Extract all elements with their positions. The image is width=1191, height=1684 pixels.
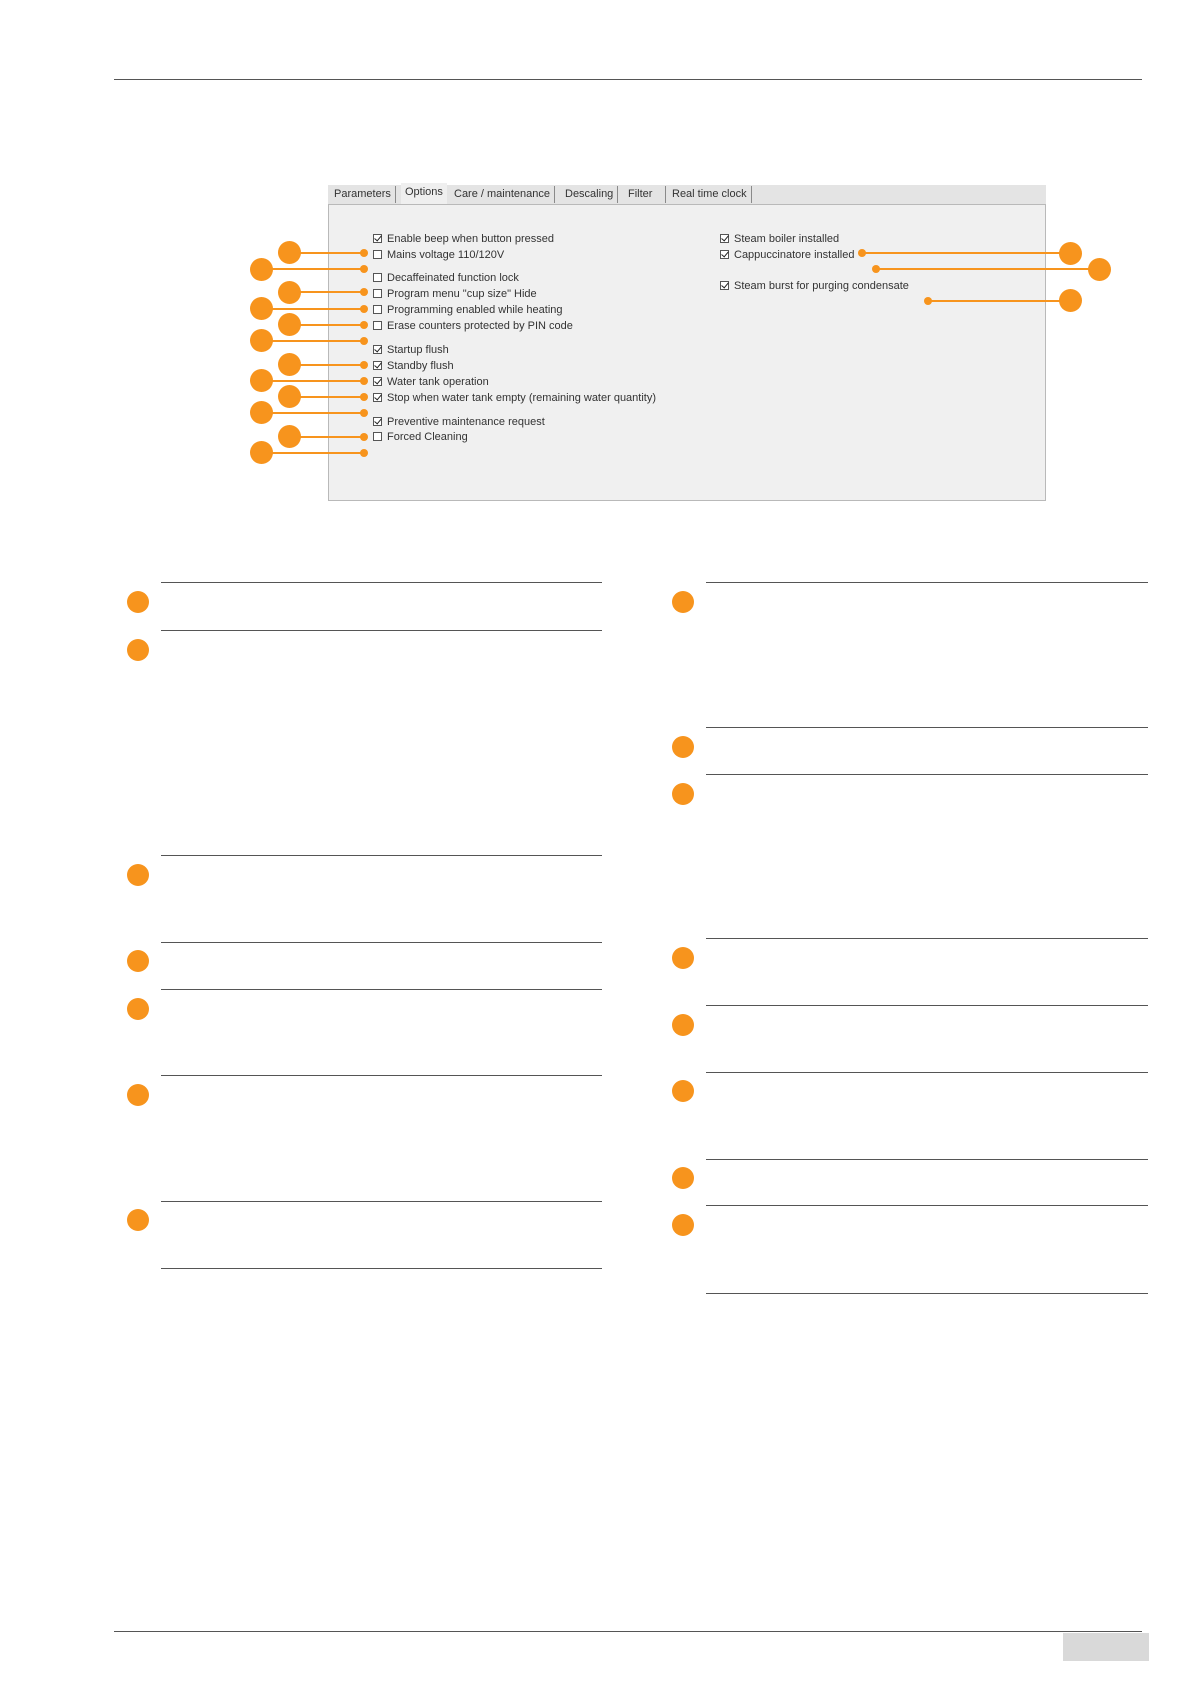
checkbox[interactable] bbox=[373, 417, 382, 426]
legend-rule bbox=[706, 774, 1148, 775]
legend-marker bbox=[127, 950, 149, 972]
tab-options[interactable]: Options bbox=[401, 183, 447, 204]
tab-bar bbox=[328, 185, 1046, 204]
checkbox[interactable] bbox=[720, 234, 729, 243]
legend-rule bbox=[161, 989, 602, 990]
legend-rule bbox=[161, 1268, 602, 1269]
checkbox[interactable] bbox=[373, 432, 382, 441]
callout-anchor bbox=[360, 433, 368, 441]
callout-line bbox=[290, 324, 364, 326]
callout-marker bbox=[1059, 242, 1082, 265]
checkbox[interactable] bbox=[373, 321, 382, 330]
checkbox[interactable] bbox=[720, 250, 729, 259]
legend-rule bbox=[706, 1205, 1148, 1206]
option-label: Preventive maintenance request bbox=[387, 416, 545, 428]
checkbox[interactable] bbox=[373, 234, 382, 243]
option-cup-size-hide[interactable] bbox=[373, 287, 537, 301]
callout-line bbox=[290, 252, 364, 254]
callout-anchor bbox=[360, 393, 368, 401]
option-forced-cleaning[interactable] bbox=[373, 430, 468, 444]
option-label: Standby flush bbox=[387, 360, 454, 372]
legend-marker bbox=[672, 1080, 694, 1102]
legend-rule bbox=[161, 1075, 602, 1076]
option-label: Mains voltage 110/120V bbox=[387, 249, 505, 261]
checkbox[interactable] bbox=[720, 281, 729, 290]
callout-anchor bbox=[360, 249, 368, 257]
option-decaf-lock[interactable] bbox=[373, 271, 519, 285]
legend-marker bbox=[672, 1214, 694, 1236]
callout-anchor bbox=[360, 377, 368, 385]
tab-real-time-clock[interactable]: Real time clock bbox=[668, 186, 752, 203]
option-label: Steam burst for purging condensate bbox=[734, 280, 909, 292]
legend-marker bbox=[672, 783, 694, 805]
checkbox[interactable] bbox=[373, 305, 382, 314]
legend-marker bbox=[672, 947, 694, 969]
tab-parameters[interactable]: Parameters bbox=[330, 186, 396, 203]
legend-marker bbox=[127, 864, 149, 886]
option-label: Stop when water tank empty (remaining water quantity) bbox=[387, 392, 657, 404]
callout-line bbox=[290, 364, 364, 366]
checkbox[interactable] bbox=[373, 361, 382, 370]
legend-rule bbox=[161, 855, 602, 856]
legend-marker bbox=[672, 591, 694, 613]
checkbox[interactable] bbox=[373, 250, 382, 259]
legend-marker bbox=[127, 998, 149, 1020]
callout-anchor bbox=[360, 288, 368, 296]
callout-line bbox=[290, 396, 364, 398]
legend-marker bbox=[672, 736, 694, 758]
option-label: Cappuccinatore installed bbox=[734, 249, 855, 261]
option-label: Steam boiler installed bbox=[734, 233, 840, 245]
legend-marker bbox=[672, 1014, 694, 1036]
legend-rule bbox=[161, 1201, 602, 1202]
option-standby-flush[interactable] bbox=[373, 359, 454, 373]
callout-line bbox=[262, 340, 364, 342]
option-cappuccinatore[interactable] bbox=[720, 248, 854, 262]
legend-rule bbox=[706, 1159, 1148, 1160]
option-label: Decaffeinated function lock bbox=[387, 272, 519, 284]
page-footer-rule bbox=[114, 1631, 1142, 1632]
option-label: Erase counters protected by PIN code bbox=[387, 320, 573, 332]
options-dialog bbox=[328, 185, 1046, 501]
legend-marker bbox=[127, 1209, 149, 1231]
legend-rule bbox=[161, 582, 602, 583]
callout-line bbox=[262, 412, 364, 414]
callout-line bbox=[862, 252, 1064, 254]
callout-marker bbox=[1059, 289, 1082, 312]
page-header-rule bbox=[114, 79, 1142, 80]
checkbox[interactable] bbox=[373, 377, 382, 386]
callout-anchor bbox=[360, 337, 368, 345]
option-label: Programming enabled while heating bbox=[387, 304, 563, 316]
legend-rule bbox=[161, 942, 602, 943]
option-label: Forced Cleaning bbox=[387, 431, 468, 443]
callout-line bbox=[290, 436, 364, 438]
callout-line bbox=[262, 308, 364, 310]
legend-rule bbox=[706, 938, 1148, 939]
callout-anchor bbox=[360, 409, 368, 417]
legend-rule bbox=[706, 727, 1148, 728]
option-label: Enable beep when button pressed bbox=[387, 233, 554, 245]
callout-line bbox=[262, 268, 364, 270]
options-panel bbox=[328, 204, 1046, 501]
option-erase-counters-pin[interactable] bbox=[373, 319, 573, 333]
callout-line bbox=[262, 452, 364, 454]
callout-line bbox=[290, 291, 364, 293]
legend-rule bbox=[161, 630, 602, 631]
legend-marker bbox=[127, 1084, 149, 1106]
checkbox[interactable] bbox=[373, 393, 382, 402]
callout-line bbox=[262, 380, 364, 382]
option-water-tank-operation[interactable] bbox=[373, 375, 489, 389]
page-number-box bbox=[1063, 1633, 1149, 1661]
legend-marker bbox=[127, 591, 149, 613]
option-label: Program menu "cup size" Hide bbox=[387, 288, 537, 300]
callout-marker bbox=[1088, 258, 1111, 281]
legend-marker bbox=[672, 1167, 694, 1189]
callout-line bbox=[876, 268, 1092, 270]
callout-anchor bbox=[360, 265, 368, 273]
option-stop-tank-empty[interactable] bbox=[373, 391, 656, 405]
callout-line bbox=[928, 300, 1064, 302]
option-startup-flush[interactable] bbox=[373, 343, 449, 357]
tab-care-maintenance[interactable]: Care / maintenance bbox=[450, 186, 555, 203]
legend-rule bbox=[706, 1005, 1148, 1006]
callout-anchor bbox=[360, 305, 368, 313]
tab-descaling[interactable]: Descaling bbox=[561, 186, 618, 203]
callout-anchor bbox=[360, 449, 368, 457]
legend-rule bbox=[706, 1293, 1148, 1294]
legend-marker bbox=[127, 639, 149, 661]
legend-rule bbox=[706, 582, 1148, 583]
option-label: Water tank operation bbox=[387, 376, 489, 388]
option-programming-heating[interactable] bbox=[373, 303, 563, 317]
callout-anchor bbox=[360, 361, 368, 369]
option-steam-burst[interactable] bbox=[720, 279, 909, 293]
option-steam-boiler[interactable] bbox=[720, 232, 839, 246]
option-enable-beep[interactable] bbox=[373, 232, 554, 246]
legend-rule bbox=[706, 1072, 1148, 1073]
tab-filter[interactable]: Filter bbox=[624, 186, 666, 203]
callout-anchor bbox=[360, 321, 368, 329]
checkbox[interactable] bbox=[373, 289, 382, 298]
option-mains-voltage[interactable] bbox=[373, 248, 504, 262]
option-preventive-maintenance[interactable] bbox=[373, 415, 545, 429]
checkbox[interactable] bbox=[373, 345, 382, 354]
option-label: Startup flush bbox=[387, 344, 449, 356]
checkbox[interactable] bbox=[373, 273, 382, 282]
